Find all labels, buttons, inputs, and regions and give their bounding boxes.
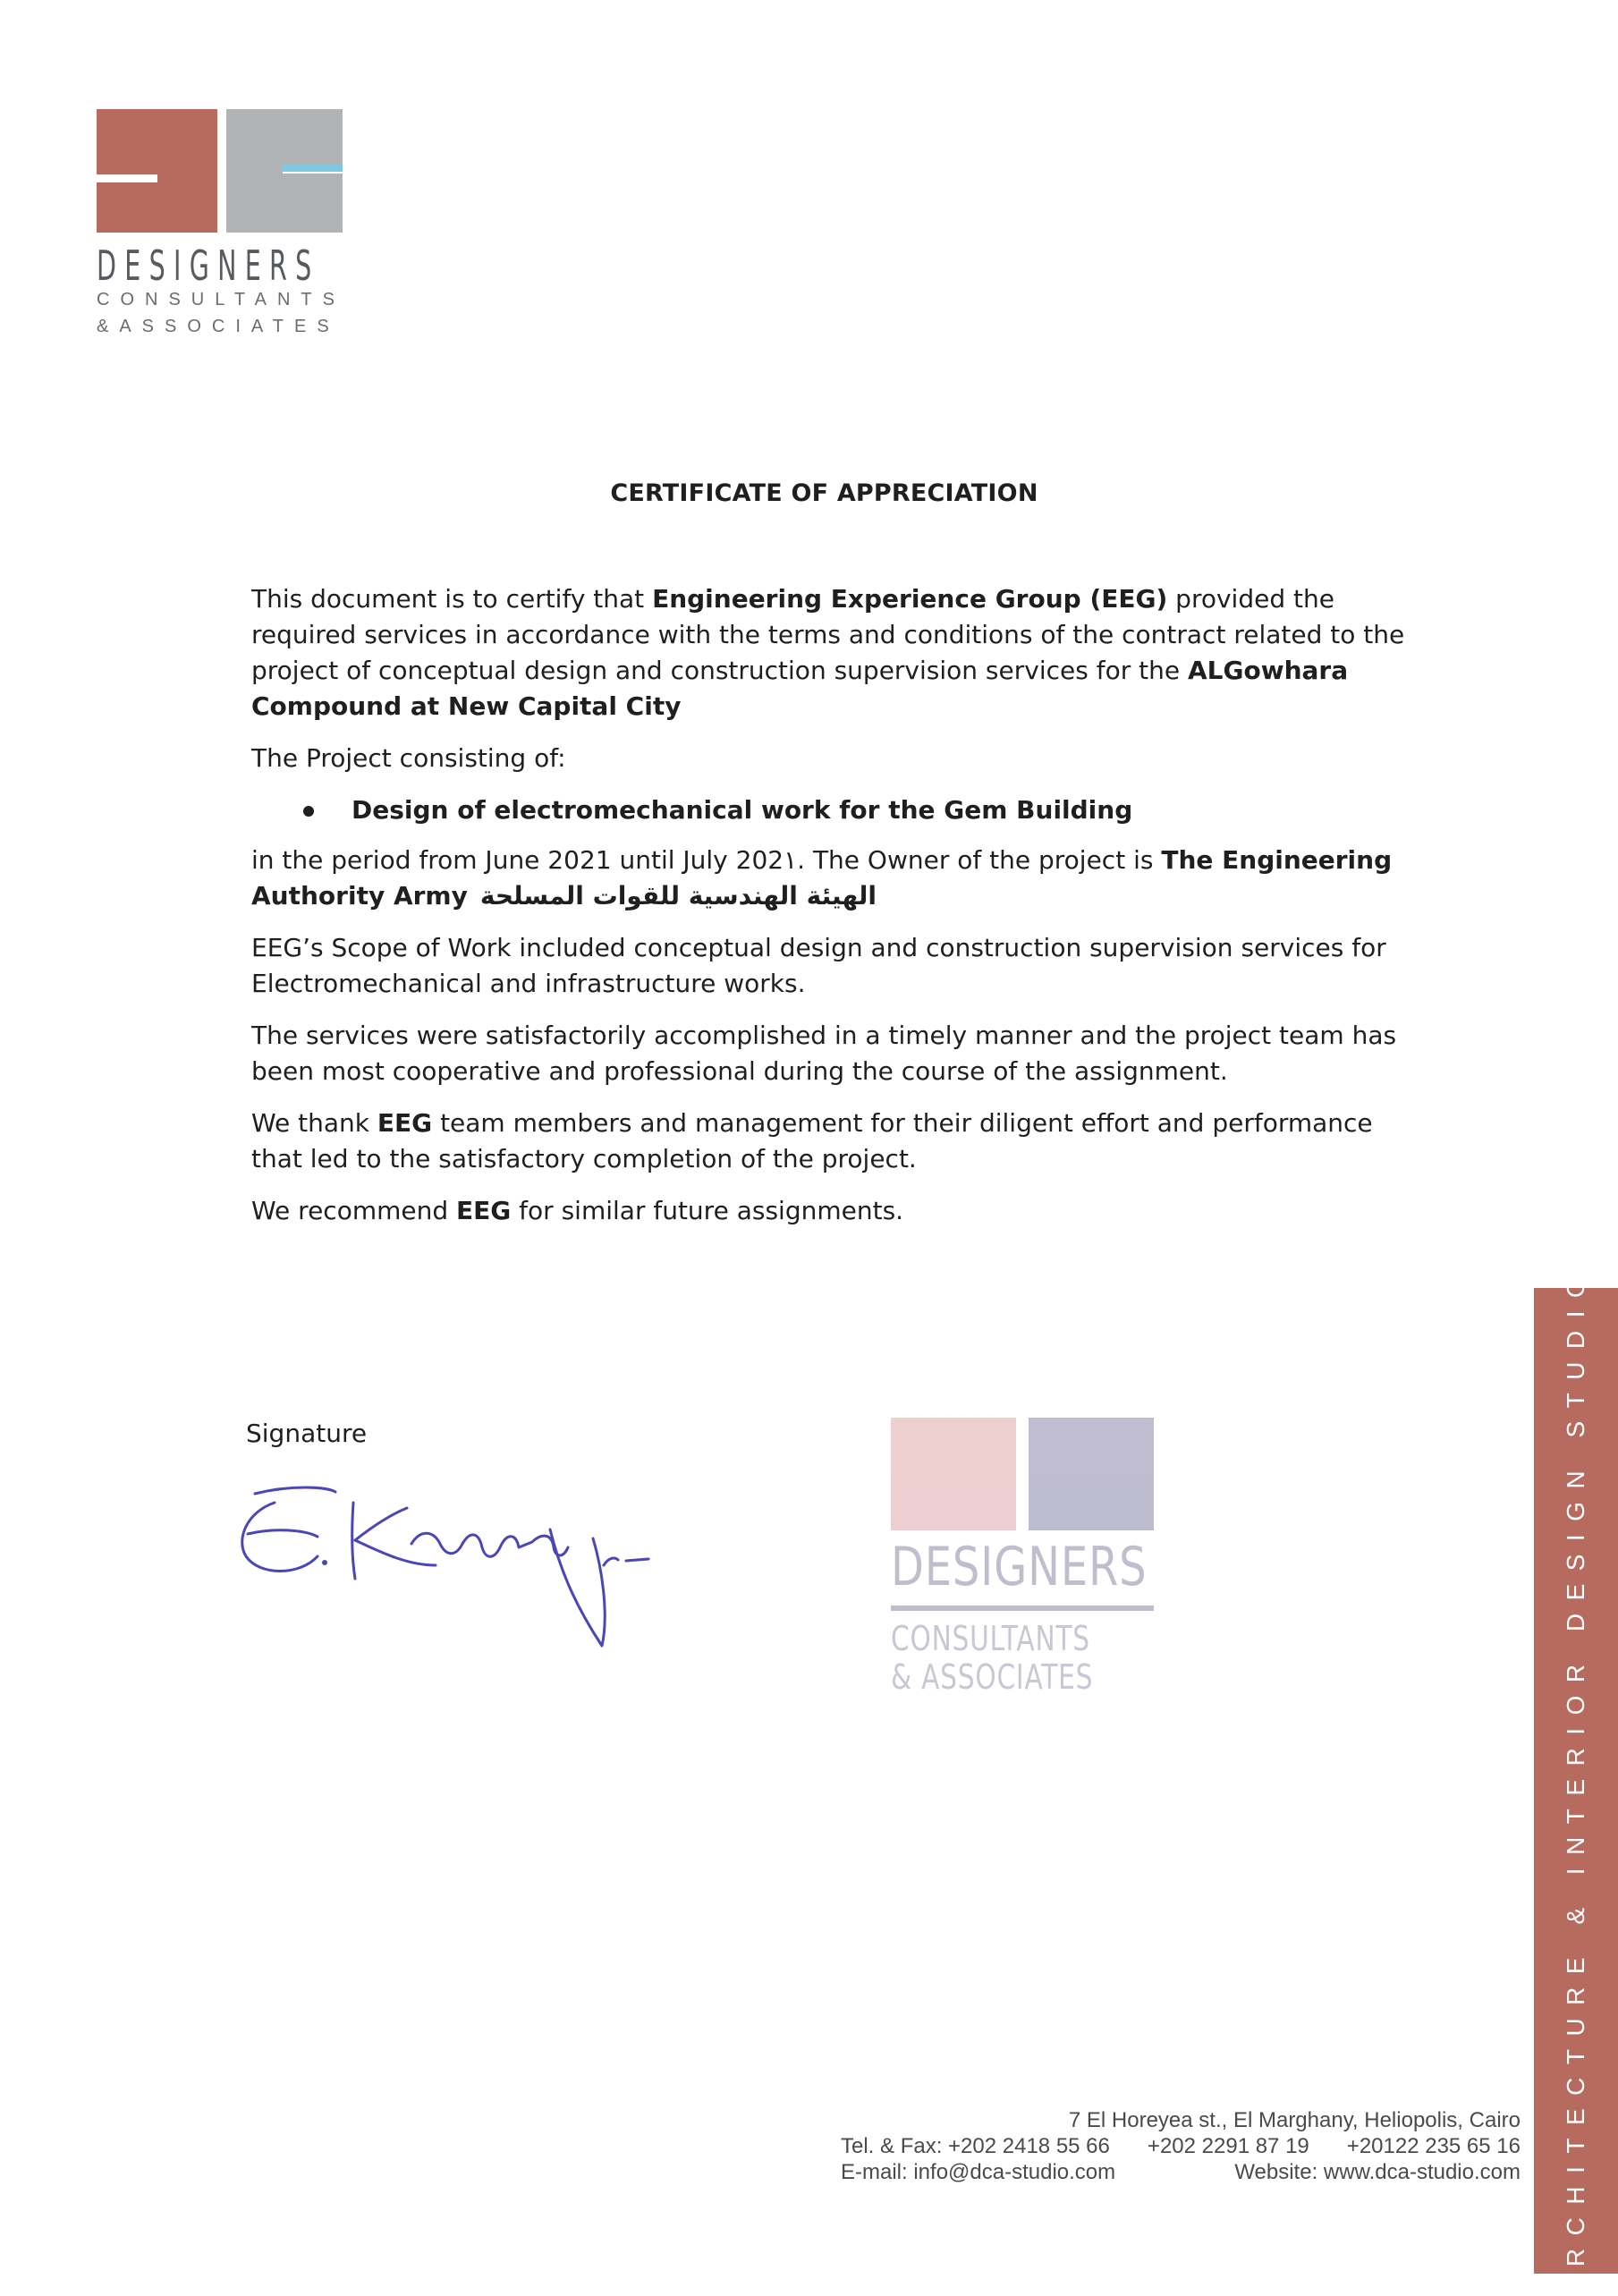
logo-wordmark: DESIGNERS [97,241,320,290]
stamp-divider [891,1606,1154,1611]
logo-stripe-white [97,174,157,182]
paragraph-thanks [251,1106,1405,1177]
footer-online [841,2159,1521,2185]
side-strip [1534,1265,1618,2296]
company-name: Engineering Experience Group (EEG) [652,584,1168,614]
owner-name: The Engineering Authority Army [251,845,1393,911]
recommend-text-end: for similar future assignments. [511,1196,904,1225]
logo-subline-2: &ASSOCIATES [97,317,340,336]
paragraph-period-owner [251,843,1405,914]
footer-address: 7 El Horeyea st., El Marghany, Heliopolis, Cairo [1068,2108,1521,2132]
footer-tel-fax: Tel. & Fax: +202 2418 55 66 [841,2134,1110,2158]
stamp-subline-2: & ASSOCIATES [891,1657,1094,1697]
footer-website[interactable]: Website: www.dca-studio.com [1234,2160,1521,2184]
stamp-subline-1: CONSULTANTS [891,1619,1090,1658]
footer-phone-3: +20122 235 65 16 [1346,2134,1521,2158]
project-scope-list [251,792,1405,828]
logo-stripe-blue [283,165,343,174]
certify-text-start: This document is to certify that [251,584,653,614]
stamp-block-grey [1029,1418,1154,1530]
paragraph-certify [251,581,1405,724]
paragraph-project-consisting: The Project consisting of: [251,743,566,773]
certificate-title: CERTIFICATE OF APPRECIATION [610,479,1038,507]
stamp-block-red [891,1418,1016,1530]
project-name: ALGowhara Compound at New Capital City [251,656,1349,721]
owner-name-arabic: الهيئة الهندسية للقوات المسلحة [479,881,877,911]
logo-subline-1: CONSULTANTS [97,290,345,309]
list-item: Design of electromechanical work for the Gem Building [251,792,1405,828]
stamp-wordmark: DESIGNERS [891,1536,1148,1598]
thanks-text-start: We thank [251,1108,377,1138]
certificate-body [251,581,1405,1245]
thanks-text-end: team members and management for their diligent effort and performance that led to the satisfactory completion of the project. [251,1108,1373,1173]
footer-phone-2: +202 2291 87 19 [1147,2134,1309,2158]
logo-block-terracotta [97,109,217,233]
paragraph-scope-of-work: EEG’s Scope of Work included conceptual design and construction supervision services for Electromechanical and infrastructure works. [251,933,1386,998]
footer-phones [841,2133,1521,2159]
footer-contact [841,2107,1521,2185]
period-text: in the period from June 2021 until July 202١. The Owner of the project is [251,845,1162,875]
recommend-company: EEG [456,1196,512,1225]
side-strip-text: ARCHITECTURE & INTERIOR DESIGN STUDIO [1562,1265,1589,2296]
recommend-text-start: We recommend [251,1196,457,1225]
letterhead-logo [97,109,347,340]
company-stamp [885,1418,1163,1704]
certify-text-mid: provided the required services in accordance with the terms and conditions of the contract related to the project of conceptual design and construction supervision services for the [251,584,1405,685]
logo-mark [97,109,343,233]
footer-email[interactable]: E-mail: info@dca-studio.com [841,2160,1116,2184]
paragraph-recommend [251,1193,1405,1229]
paragraph-services-accomplished: The services were satisfactorily accomplished in a timely manner and the project team has been most cooperative and professional during the course of the assignment. [251,1021,1397,1086]
handwritten-signature [228,1467,657,1659]
thanks-company: EEG [377,1108,433,1138]
signature-label: Signature [246,1419,368,1448]
